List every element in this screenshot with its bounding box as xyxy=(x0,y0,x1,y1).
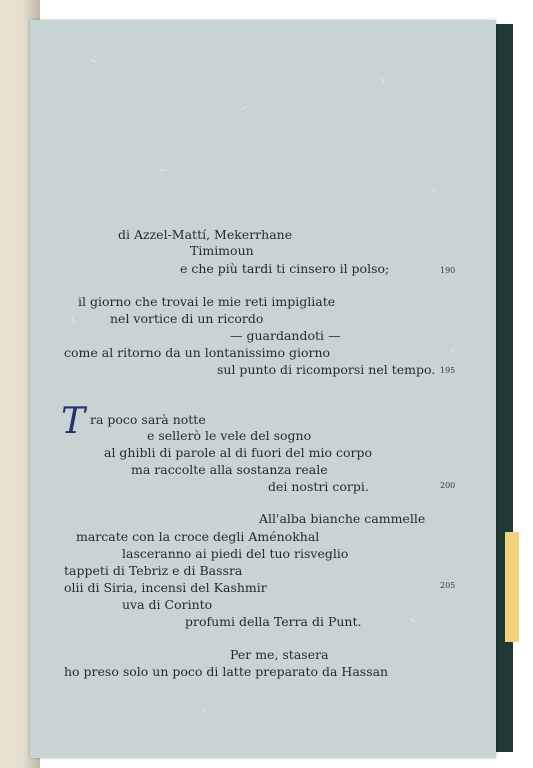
paper-fiber xyxy=(410,618,415,622)
verse-line: All'alba bianche cammelle xyxy=(259,511,426,526)
paper-fiber xyxy=(381,78,385,84)
verse-line: come al ritorno da un lontanissimo giorno xyxy=(64,345,331,360)
line-number: 195 xyxy=(440,366,456,375)
verse-line: olii di Siria, incensi del Kashmir xyxy=(64,580,267,595)
verse-line: sul punto di ricomporsi nel tempo. xyxy=(217,362,436,377)
verse-line: Timimoun xyxy=(190,243,254,258)
bookmark-ribbon xyxy=(505,532,519,642)
verse-line: il giorno che trovai le mie reti impigliate xyxy=(78,294,336,309)
verse-line: — guardandoti — xyxy=(230,328,341,343)
verse-line: di Azzel-Mattí, Mekerrhane xyxy=(118,227,293,242)
line-number: 205 xyxy=(440,581,456,590)
paper-fiber xyxy=(90,59,96,62)
verse-line: tappeti di Tebriz e di Bassra xyxy=(64,563,243,578)
line-number: 190 xyxy=(440,266,456,275)
verse-line: Per me, stasera xyxy=(230,647,329,662)
verse-line: lasceranno ai piedi del tuo risveglio xyxy=(122,546,349,561)
verse-line: nel vortice di un ricordo xyxy=(110,311,264,326)
book-cover-edge xyxy=(493,24,513,752)
book-page xyxy=(30,20,496,758)
paper-fiber xyxy=(72,318,75,324)
verse-line: e che più tardi ti cinsero il polso; xyxy=(180,261,390,276)
paper-fiber xyxy=(430,188,435,193)
verse-line: al ghibli di parole al di fuori del mio corpo xyxy=(104,445,373,460)
verse-line: e sellerò le vele del sogno xyxy=(147,428,312,443)
verse-line: ho preso solo un poco di latte preparato da Hassan xyxy=(64,664,389,679)
verse-line: uva di Corinto xyxy=(122,597,213,612)
paper-fiber xyxy=(451,348,456,353)
paper-fiber xyxy=(240,107,246,111)
verse-line: ra poco sarà notte xyxy=(90,412,206,427)
paper-fiber xyxy=(160,169,166,171)
verse-line: ma raccolte alla sostanza reale xyxy=(131,462,328,477)
verse-line: marcate con la croce degli Aménokhal xyxy=(76,529,320,544)
line-number: 200 xyxy=(440,481,456,490)
verse-line: dei nostri corpi. xyxy=(268,479,369,494)
drop-cap: T xyxy=(61,401,86,442)
paper-fiber xyxy=(201,708,205,714)
verse-line: profumi della Terra di Punt. xyxy=(185,614,362,629)
